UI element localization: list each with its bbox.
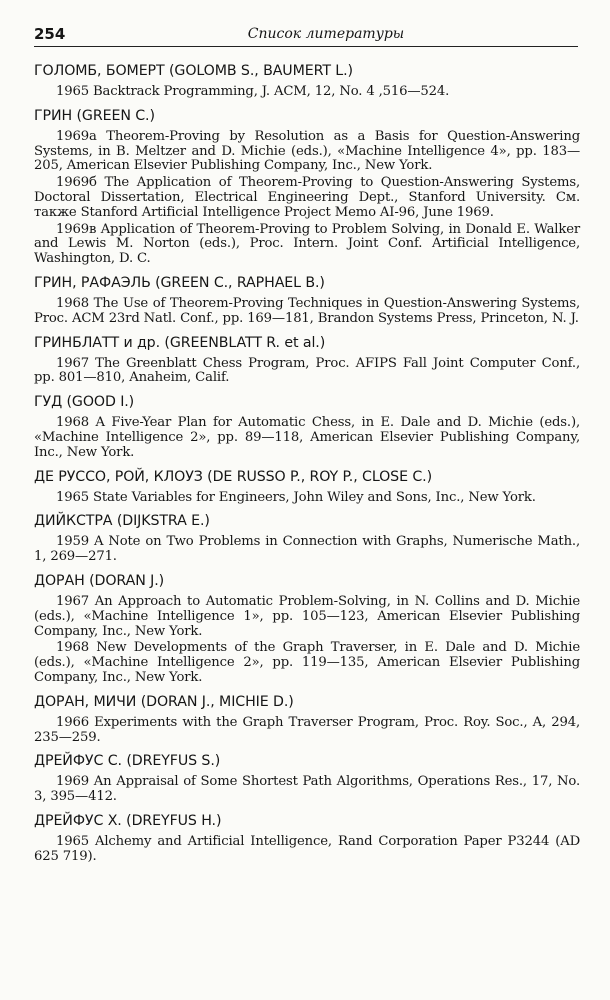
bibliography-section — [34, 274, 580, 327]
reference-year: 1968 — [56, 295, 89, 311]
bibliography-section — [34, 393, 580, 460]
author-heading: ДОРАН, МИЧИ (DORAN J., MICHIE D.) — [34, 693, 294, 710]
reference-year: 1968 — [56, 640, 89, 656]
bibliography-section — [34, 468, 580, 506]
author-heading: ГРИНБЛАТТ и др. (GREENBLATT R. et al.) — [34, 334, 326, 351]
reference-entry — [34, 491, 580, 506]
reference-text: Theorem-Proving by Resolution as a Basis for Question-Answering Systems, in B. Meltzer and D. Michie (eds.), «Machine Intelligence 4», pp. 183—205, American Elsevier Publishing Company, Inc., New York. — [34, 128, 580, 174]
bibliography-section — [34, 107, 580, 267]
bibliography-section — [34, 334, 580, 387]
reference-year: 1959 — [56, 534, 89, 550]
author-heading: ДРЕЙФУС Х. (DREYFUS H.) — [34, 812, 222, 829]
reference-entry — [34, 416, 580, 460]
reference-year: 1965 — [56, 833, 89, 849]
reference-entry — [34, 641, 580, 685]
bibliography-section — [34, 512, 580, 565]
author-heading: ГОЛОМБ, БОМЕРТ (GOLOMB S., BAUMERT L.) — [34, 63, 353, 79]
reference-year: 1969б — [56, 175, 97, 191]
running-title: Список литературы — [247, 26, 405, 42]
reference-text: A Note on Two Problems in Connection with Graphs, Numerische Math., 1, 269—271. — [34, 534, 581, 565]
author-heading: ГУД (GOOD I.) — [34, 394, 135, 411]
reference-year: 1969a — [56, 128, 97, 144]
bibliography-section — [34, 572, 580, 686]
reference-entry — [34, 835, 580, 865]
reference-entry — [34, 775, 580, 805]
reference-year: 1966 — [56, 714, 89, 730]
reference-entry — [34, 535, 580, 565]
reference-text: Backtrack Programming, J. ACM, 12, No. 4 ,516—524. — [93, 84, 450, 99]
reference-entry — [34, 716, 580, 746]
reference-text: The Use of Theorem-Proving Techniques in Question-Answering Systems, Proc. ACM 23rd Natl. Conf., pp. 169—181, Brandon Systems Press, Princeton, N. J. — [34, 295, 580, 326]
reference-entry — [34, 176, 580, 220]
reference-entry — [34, 297, 580, 327]
author-heading: ДИЙКСТРА (DIJKSTRA E.) — [34, 513, 210, 530]
bibliography-section — [34, 693, 580, 746]
author-heading: ДЕ РУССО, РОЙ, КЛОУЗ (DE RUSSO P., ROY P., CLOSE C.) — [34, 468, 433, 485]
reference-text: The Greenblatt Chess Program, Proc. AFIPS Fall Joint Computer Conf., pp. 801—810, Anaheim, Calif. — [34, 355, 581, 386]
reference-year: 1969 — [56, 774, 89, 790]
bibliography-list — [34, 62, 580, 872]
reference-text: An Approach to Automatic Problem-Solving, in N. Collins and D. Michie (eds.), «Machine Intelligence 1», pp. 105—123, American Elsevier Publishing Company, Inc., New York. — [34, 593, 581, 639]
reference-entry — [34, 85, 580, 100]
page-number: 254 — [34, 25, 66, 43]
bibliography-section — [34, 752, 580, 805]
reference-year: 1965 — [56, 489, 89, 505]
reference-entry — [34, 595, 580, 639]
reference-entry — [34, 130, 580, 174]
author-heading: ДРЕЙФУС С. (DREYFUS S.) — [34, 753, 221, 770]
reference-text: New Developments of the Graph Traverser, in E. Dale and D. Michie (eds.), «Machine Intelligence 2», pp. 119—135, American Elsevier Publishing Company, Inc., New York. — [34, 640, 580, 685]
page-header — [34, 22, 578, 47]
reference-entry — [34, 357, 580, 387]
bibliography-section — [34, 62, 580, 100]
reference-text: State Variables for Engineers, John Wiley and Sons, Inc., New York. — [93, 489, 536, 505]
reference-text: The Application of Theorem-Proving to Question-Answering Systems, Doctoral Dissertation, Electrical Engineering Dept., Stanford University. См. также Stanford Artificial Intelligence Project Memo AI-96, June 1969. — [34, 175, 581, 220]
reference-year: 1968 — [56, 415, 89, 431]
reference-text: Application of Theorem-Proving to Problem Solving, in Donald E. Walker and Lewis M. Norton (eds.), Proc. Intern. Joint Conf. Artificial Intelligence, Washington, D. C. — [34, 221, 580, 267]
author-heading: ГРИН, РАФАЭЛЬ (GREEN C., RAPHAEL B.) — [34, 274, 325, 291]
reference-year: 1969в — [56, 221, 97, 237]
reference-text: A Five-Year Plan for Automatic Chess, in E. Dale and D. Michie (eds.), «Machine Intelligence 2», pp. 89—118, American Elsevier Publishing Company, Inc., New York. — [34, 415, 580, 460]
bibliography-section — [34, 812, 580, 865]
reference-text: An Appraisal of Some Shortest Path Algorithms, Operations Res., 17, No. 3, 395—412. — [34, 774, 580, 805]
reference-text: Alchemy and Artificial Intelligence, Rand Corporation Paper P3244 (AD 625 719). — [34, 833, 580, 864]
reference-year: 1965 — [56, 84, 89, 99]
reference-entry — [34, 223, 580, 267]
reference-year: 1967 — [56, 593, 89, 609]
reference-text: Experiments with the Graph Traverser Program, Proc. Roy. Soc., A, 294, 235—259. — [34, 714, 580, 745]
author-heading: ДОРАН (DORAN J.) — [34, 572, 165, 589]
reference-year: 1967 — [56, 355, 89, 371]
author-heading: ГРИН (GREEN C.) — [34, 107, 155, 124]
